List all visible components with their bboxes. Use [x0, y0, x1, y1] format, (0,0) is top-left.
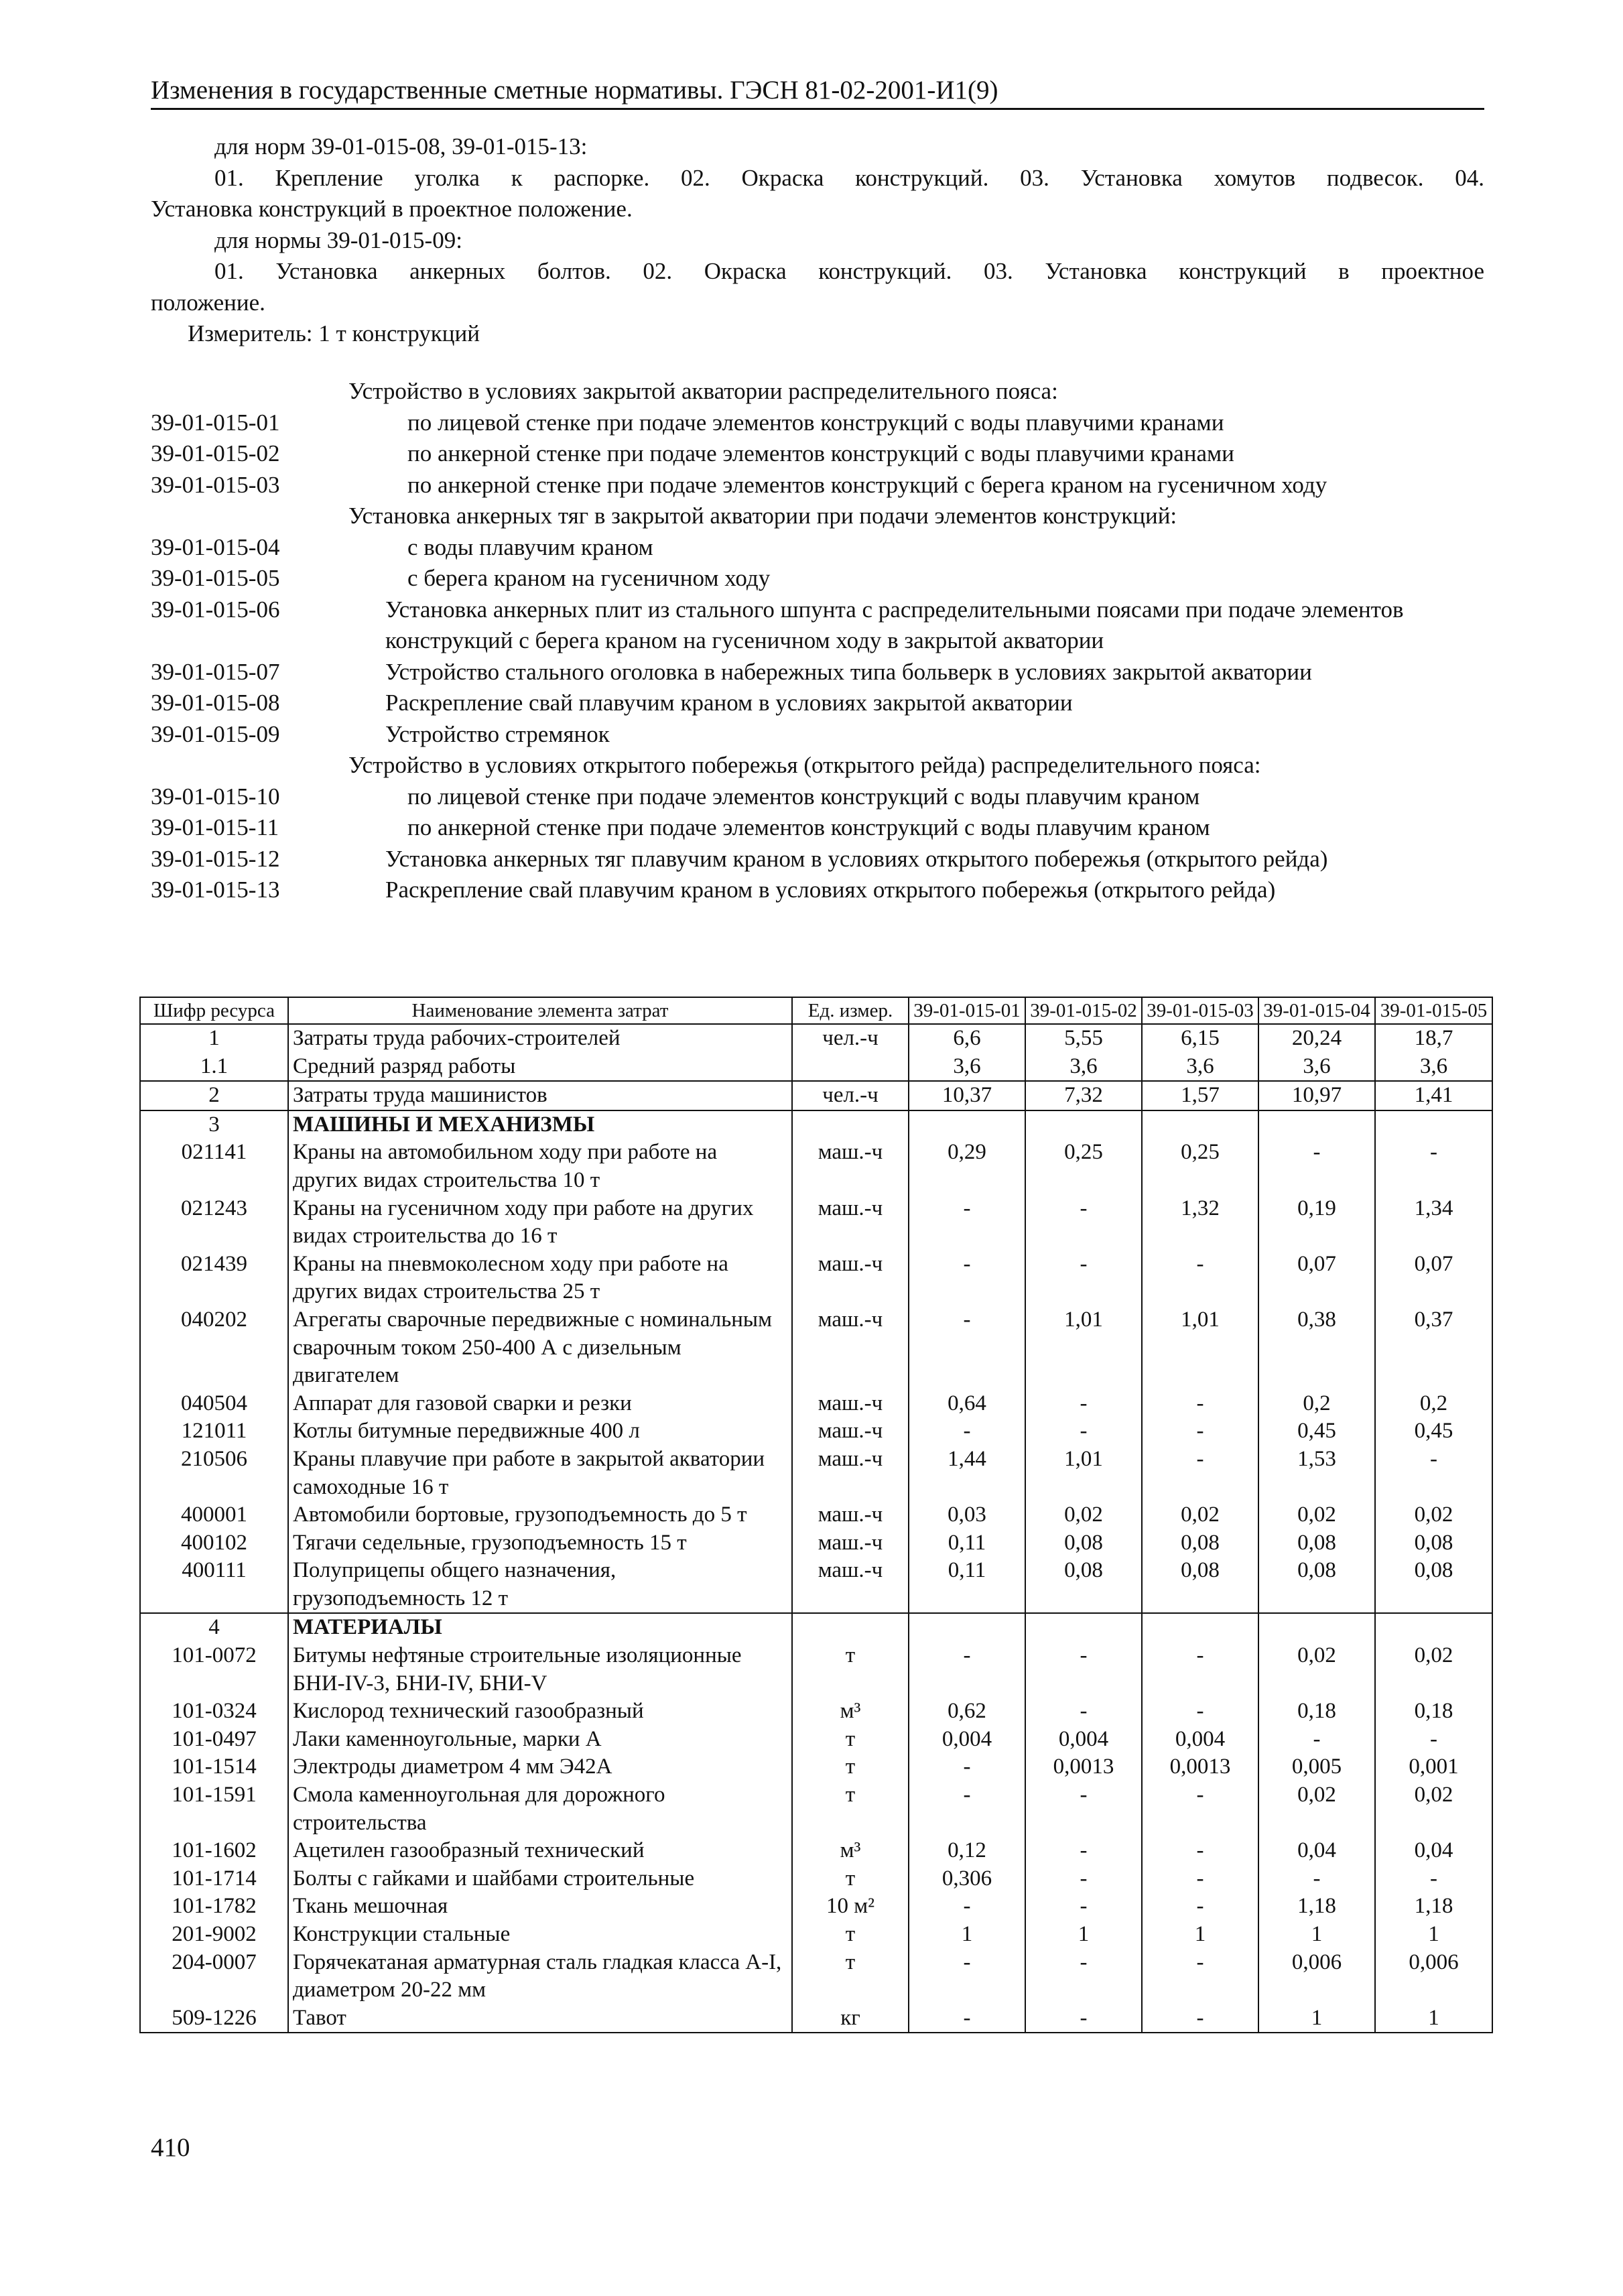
resource-value: 1,57 — [1142, 1081, 1258, 1110]
resource-value: 1 — [909, 1921, 1025, 1949]
header-norm-01: 39-01-015-01 — [909, 997, 1025, 1024]
resource-value: 0,001 — [1375, 1753, 1492, 1781]
resource-value: 6,15 — [1142, 1024, 1258, 1053]
norm-item — [151, 470, 1491, 501]
resource-value: - — [1025, 1251, 1142, 1306]
table-row — [140, 1501, 1492, 1529]
resource-name: Ткань мешочная — [288, 1893, 792, 1921]
norm-item — [151, 594, 1491, 657]
resource-unit: т — [792, 1949, 909, 2004]
resource-value: 0,0013 — [1025, 1753, 1142, 1781]
table-row — [140, 1642, 1492, 1698]
resource-name: Краны на гусеничном ходу при работе на других видах строительства до 16 т — [288, 1195, 792, 1251]
intro-line: Измеритель: 1 т конструкций — [188, 320, 480, 346]
resource-value: - — [1258, 1865, 1375, 1893]
norm-item — [151, 563, 1491, 594]
resource-name: Краны на пневмоколесном ходу при работе на других видах строительства 25 т — [288, 1251, 792, 1306]
resource-value: - — [1142, 1446, 1258, 1501]
resource-unit — [792, 1613, 909, 1642]
resource-value: - — [1142, 1781, 1258, 1837]
resource-value: - — [1258, 1139, 1375, 1194]
resource-value: 0,07 — [1375, 1251, 1492, 1306]
resource-value: 3,6 — [1375, 1053, 1492, 1082]
intro-line: для нормы 39-01-015-09: — [214, 227, 462, 253]
resource-unit: т — [792, 1642, 909, 1698]
resource-value — [1258, 1613, 1375, 1642]
table-row — [140, 1949, 1492, 2004]
resource-value: - — [1025, 1837, 1142, 1865]
resource-value: - — [909, 1642, 1025, 1698]
resource-value: 6,6 — [909, 1024, 1025, 1053]
resource-name: Тавот — [288, 2004, 792, 2033]
norm-code: 39-01-015-11 — [151, 814, 279, 840]
resource-name: Битумы нефтяные строительные изоляционные БНИ-IV-3, БНИ-IV, БНИ-V — [288, 1642, 792, 1698]
resource-value: - — [1142, 1698, 1258, 1726]
resource-name: Конструкции стальные — [288, 1921, 792, 1949]
norm-group-title: Устройство в условиях закрытой акватории распределительного пояса: — [348, 378, 1058, 404]
resource-value: - — [909, 1949, 1025, 2004]
resource-value — [1258, 1110, 1375, 1139]
resource-value: - — [1142, 1390, 1258, 1418]
norm-group-title: Устройство в условиях открытого побережья (открытого рейда) распределительного пояса: — [348, 752, 1261, 778]
resource-value: 0,45 — [1375, 1417, 1492, 1446]
resource-name: Затраты труда рабочих-строителей — [288, 1024, 792, 1053]
norm-description: по анкерной стенке при подаче элементов конструкций с воды плавучим краном — [407, 814, 1210, 840]
resource-value: 10,37 — [909, 1081, 1025, 1110]
resource-unit: т — [792, 1781, 909, 1837]
resource-value: - — [909, 1781, 1025, 1837]
resource-unit: т — [792, 1921, 909, 1949]
resource-value: 0,004 — [909, 1726, 1025, 1754]
resource-value: 0,25 — [1025, 1139, 1142, 1194]
header-norm-02: 39-01-015-02 — [1025, 997, 1142, 1024]
page-number: 410 — [151, 2133, 190, 2162]
resource-name: МАШИНЫ И МЕХАНИЗМЫ — [288, 1110, 792, 1139]
resource-value: 0,02 — [1375, 1501, 1492, 1529]
resource-value: - — [1142, 1893, 1258, 1921]
resource-name: Автомобили бортовые, грузоподъемность до 5 т — [288, 1501, 792, 1529]
resource-value: - — [1025, 1949, 1142, 2004]
resource-value: 10,97 — [1258, 1081, 1375, 1110]
resource-value: 0,02 — [1375, 1642, 1492, 1698]
resource-name: Краны плавучие при работе в закрытой акватории самоходные 16 т — [288, 1446, 792, 1501]
resource-value: 0,02 — [1142, 1501, 1258, 1529]
header-norm-03: 39-01-015-03 — [1142, 997, 1258, 1024]
resource-unit: маш.-ч — [792, 1529, 909, 1557]
norm-code: 39-01-015-08 — [151, 690, 280, 716]
norm-item — [151, 844, 1491, 875]
resource-value: 1 — [1258, 2004, 1375, 2033]
norm-code: 39-01-015-02 — [151, 440, 280, 466]
table-row — [140, 1110, 1492, 1139]
norm-code: 39-01-015-09 — [151, 720, 280, 747]
resource-value: - — [1025, 1390, 1142, 1418]
resource-value: 0,62 — [909, 1698, 1025, 1726]
resource-code: 121011 — [140, 1417, 288, 1446]
resource-name: Кислород технический газообразный — [288, 1698, 792, 1726]
resource-code: 101-0072 — [140, 1642, 288, 1698]
resource-value: 0,004 — [1142, 1726, 1258, 1754]
resource-value: 0,0013 — [1142, 1753, 1258, 1781]
resource-value: - — [1142, 1865, 1258, 1893]
norm-code: 39-01-015-07 — [151, 658, 280, 685]
resource-code: 2 — [140, 1081, 288, 1110]
resource-value: 0,12 — [909, 1837, 1025, 1865]
norm-description: с воды плавучим краном — [407, 533, 653, 560]
resource-value — [1142, 1613, 1258, 1642]
resource-value: - — [1025, 1865, 1142, 1893]
table-row — [140, 1024, 1492, 1053]
resource-value: - — [1142, 1837, 1258, 1865]
resource-value: 0,08 — [1375, 1529, 1492, 1557]
resource-value: - — [1142, 1251, 1258, 1306]
resource-value: - — [909, 1195, 1025, 1251]
resource-name: Котлы битумные передвижные 400 л — [288, 1417, 792, 1446]
resource-value: 0,02 — [1375, 1781, 1492, 1837]
work-composition — [151, 131, 1484, 350]
norm-item — [151, 532, 1491, 564]
resource-code: 101-0324 — [140, 1698, 288, 1726]
resource-value: 0,006 — [1375, 1949, 1492, 2004]
table-row — [140, 1306, 1492, 1390]
intro-line: 01. Крепление уголка к распорке. 02. Окраска конструкций. 03. Установка хомутов подвесок. 04. — [214, 164, 1484, 191]
resource-value: 5,55 — [1025, 1024, 1142, 1053]
table-row — [140, 1081, 1492, 1110]
resource-value: - — [1025, 1195, 1142, 1251]
resource-name: Электроды диаметром 4 мм Э42А — [288, 1753, 792, 1781]
resource-value: 0,64 — [909, 1390, 1025, 1418]
resource-value: 0,18 — [1258, 1698, 1375, 1726]
norm-item — [151, 875, 1491, 906]
resource-value: - — [1025, 1417, 1142, 1446]
resource-name: Затраты труда машинистов — [288, 1081, 792, 1110]
resource-value: 0,18 — [1375, 1698, 1492, 1726]
resource-value: 1 — [1375, 1921, 1492, 1949]
resource-code: 1 — [140, 1024, 288, 1053]
norm-description: Устройство стального оголовка в набережных типа больверк в условиях закрытой акватории — [385, 658, 1312, 685]
table-row — [140, 1781, 1492, 1837]
header-norm-05: 39-01-015-05 — [1375, 997, 1492, 1024]
resource-code: 101-1782 — [140, 1893, 288, 1921]
resource-unit: маш.-ч — [792, 1446, 909, 1501]
table-row — [140, 1195, 1492, 1251]
resource-value: 1,18 — [1375, 1893, 1492, 1921]
resource-value: 0,005 — [1258, 1753, 1375, 1781]
resource-code: 400111 — [140, 1557, 288, 1613]
resource-name: Смола каменноугольная для дорожного строительства — [288, 1781, 792, 1837]
resource-unit: т — [792, 1753, 909, 1781]
table-row — [140, 1726, 1492, 1754]
resource-value: 1 — [1142, 1921, 1258, 1949]
resource-value: 0,19 — [1258, 1195, 1375, 1251]
norm-group-title: Установка анкерных тяг в закрытой акватории при подачи элементов конструкций: — [348, 503, 1177, 529]
norm-code: 39-01-015-04 — [151, 533, 280, 560]
resource-code: 400001 — [140, 1501, 288, 1529]
intro-line: для норм 39-01-015-08, 39-01-015-13: — [214, 133, 588, 160]
resource-value: - — [1025, 1893, 1142, 1921]
resource-value: 0,08 — [1375, 1557, 1492, 1613]
norm-description: Раскрепление свай плавучим краном в условиях закрытой акватории — [385, 690, 1073, 716]
resource-code: 204-0007 — [140, 1949, 288, 2004]
resource-unit — [792, 1110, 909, 1139]
resource-value: 20,24 — [1258, 1024, 1375, 1053]
resource-value: 0,006 — [1258, 1949, 1375, 2004]
resource-value: 0,2 — [1258, 1390, 1375, 1418]
resource-value: - — [1142, 1417, 1258, 1446]
resource-code: 021439 — [140, 1251, 288, 1306]
resource-value: 1,34 — [1375, 1195, 1492, 1251]
resource-value: 0,11 — [909, 1557, 1025, 1613]
resource-name: Средний разряд работы — [288, 1053, 792, 1082]
resource-value: 0,08 — [1258, 1557, 1375, 1613]
resource-value: - — [1142, 1949, 1258, 2004]
resource-value: 0,45 — [1258, 1417, 1375, 1446]
norm-description: Раскрепление свай плавучим краном в условиях открытого побережья (открытого рейда) — [385, 877, 1276, 903]
resource-value — [1025, 1613, 1142, 1642]
resource-unit: чел.-ч — [792, 1024, 909, 1053]
table-row — [140, 1557, 1492, 1613]
intro-line: положение. — [151, 289, 265, 316]
resource-value: 1,01 — [1025, 1306, 1142, 1390]
resource-value: - — [1258, 1726, 1375, 1754]
resource-value: 0,04 — [1258, 1837, 1375, 1865]
resource-unit — [792, 1053, 909, 1082]
resource-name: Полуприцепы общего назначения, грузоподъемность 12 т — [288, 1557, 792, 1613]
resource-code: 3 — [140, 1110, 288, 1139]
resource-value: 0,02 — [1258, 1501, 1375, 1529]
norm-description: по анкерной стенке при подаче элементов конструкций с берега краном на гусеничном ходу — [407, 471, 1327, 498]
norm-list — [151, 376, 1491, 906]
norm-description: с берега краном на гусеничном ходу — [407, 565, 771, 591]
resource-value — [909, 1613, 1025, 1642]
resource-unit: м³ — [792, 1837, 909, 1865]
table-row — [140, 1390, 1492, 1418]
resource-code: 040202 — [140, 1306, 288, 1390]
header-unit: Ед. измер. — [792, 997, 909, 1024]
resource-value: - — [1142, 1642, 1258, 1698]
header-norm-04: 39-01-015-04 — [1258, 997, 1375, 1024]
norm-description: Установка анкерных тяг плавучим краном в условиях открытого побережья (открытого рейда) — [385, 845, 1328, 872]
norm-code: 39-01-015-06 — [151, 596, 280, 623]
table-row — [140, 1446, 1492, 1501]
resource-code: 021141 — [140, 1139, 288, 1194]
resource-value: 0,08 — [1025, 1529, 1142, 1557]
resource-value — [1025, 1110, 1142, 1139]
norm-item — [151, 781, 1491, 813]
resource-value: 0,02 — [1258, 1781, 1375, 1837]
resource-value: 0,2 — [1375, 1390, 1492, 1418]
resource-unit: чел.-ч — [792, 1081, 909, 1110]
resource-value: - — [1375, 1446, 1492, 1501]
resource-code: 400102 — [140, 1529, 288, 1557]
resource-value: 1 — [1025, 1921, 1142, 1949]
norm-code: 39-01-015-10 — [151, 783, 280, 810]
resource-value: 0,07 — [1258, 1251, 1375, 1306]
resource-table — [139, 997, 1493, 2033]
resource-value: - — [909, 1306, 1025, 1390]
resource-name: Тягачи седельные, грузоподъемность 15 т — [288, 1529, 792, 1557]
resource-value: - — [1025, 1781, 1142, 1837]
resource-value: 0,04 — [1375, 1837, 1492, 1865]
table-row — [140, 1893, 1492, 1921]
resource-unit: маш.-ч — [792, 1557, 909, 1613]
page-header: Изменения в государственные сметные нормативы. ГЭСН 81-02-2001-И1(9) — [151, 75, 1484, 110]
table-row — [140, 1753, 1492, 1781]
resource-value: 1,41 — [1375, 1081, 1492, 1110]
resource-name: Агрегаты сварочные передвижные с номинальным сварочным током 250-400 А с дизельным двигателем — [288, 1306, 792, 1390]
norm-code: 39-01-015-03 — [151, 471, 280, 498]
table-row — [140, 1837, 1492, 1865]
resource-value: - — [1025, 2004, 1142, 2033]
resource-value — [1142, 1110, 1258, 1139]
resource-code: 021243 — [140, 1195, 288, 1251]
resource-value: 3,6 — [909, 1053, 1025, 1082]
resource-value: 0,11 — [909, 1529, 1025, 1557]
resource-value: 0,29 — [909, 1139, 1025, 1194]
table-row — [140, 1865, 1492, 1893]
resource-code: 101-1591 — [140, 1781, 288, 1837]
resource-value: - — [909, 2004, 1025, 2033]
resource-value: 18,7 — [1375, 1024, 1492, 1053]
resource-name: Болты с гайками и шайбами строительные — [288, 1865, 792, 1893]
norm-item — [151, 407, 1491, 439]
resource-value: 0,004 — [1025, 1726, 1142, 1754]
resource-code: 101-0497 — [140, 1726, 288, 1754]
norm-description: по лицевой стенке при подаче элементов конструкций с воды плавучим краном — [407, 783, 1200, 810]
resource-unit: маш.-ч — [792, 1251, 909, 1306]
resource-unit: маш.-ч — [792, 1139, 909, 1194]
resource-value: 3,6 — [1258, 1053, 1375, 1082]
resource-name: Ацетилен газообразный технический — [288, 1837, 792, 1865]
resource-value: 1 — [1258, 1921, 1375, 1949]
resource-name: Аппарат для газовой сварки и резки — [288, 1390, 792, 1418]
resource-code: 101-1514 — [140, 1753, 288, 1781]
resource-code: 4 — [140, 1613, 288, 1642]
resource-unit: маш.-ч — [792, 1390, 909, 1418]
norm-code: 39-01-015-12 — [151, 845, 280, 872]
resource-value: 1,44 — [909, 1446, 1025, 1501]
table-row — [140, 2004, 1492, 2033]
resource-value: 1,01 — [1142, 1306, 1258, 1390]
table-row — [140, 1053, 1492, 1082]
table-row — [140, 1139, 1492, 1194]
resource-unit: м³ — [792, 1698, 909, 1726]
resource-unit: кг — [792, 2004, 909, 2033]
resource-value: - — [909, 1417, 1025, 1446]
resource-value: 0,38 — [1258, 1306, 1375, 1390]
resource-unit: маш.-ч — [792, 1195, 909, 1251]
resource-unit: 10 м² — [792, 1893, 909, 1921]
resource-value: 0,08 — [1142, 1529, 1258, 1557]
norm-item — [151, 812, 1491, 844]
header-name: Наименование элемента затрат — [288, 997, 792, 1024]
resource-unit: т — [792, 1726, 909, 1754]
resource-value: 0,02 — [1025, 1501, 1142, 1529]
resource-value: - — [1375, 1726, 1492, 1754]
resource-name: МАТЕРИАЛЫ — [288, 1613, 792, 1642]
resource-code: 1.1 — [140, 1053, 288, 1082]
resource-value: 0,25 — [1142, 1139, 1258, 1194]
header-code: Шифр ресурса — [140, 997, 288, 1024]
resource-value: 7,32 — [1025, 1081, 1142, 1110]
resource-value: 0,08 — [1025, 1557, 1142, 1613]
resource-value: 1,01 — [1025, 1446, 1142, 1501]
resource-value: - — [909, 1893, 1025, 1921]
resource-code: 201-9002 — [140, 1921, 288, 1949]
resource-unit: маш.-ч — [792, 1417, 909, 1446]
resource-value: 0,08 — [1142, 1557, 1258, 1613]
norm-item — [151, 657, 1491, 688]
resource-value — [1375, 1110, 1492, 1139]
resource-value: - — [909, 1251, 1025, 1306]
resource-value: 0,306 — [909, 1865, 1025, 1893]
intro-line: 01. Установка анкерных болтов. 02. Окраска конструкций. 03. Установка конструкций в проектное — [214, 258, 1484, 284]
resource-value: - — [1142, 2004, 1258, 2033]
norm-description: Устройство стремянок — [385, 720, 610, 747]
norm-code: 39-01-015-13 — [151, 877, 280, 903]
resource-value — [909, 1110, 1025, 1139]
norm-description: по анкерной стенке при подаче элементов конструкций с воды плавучими кранами — [407, 440, 1234, 466]
resource-code: 101-1714 — [140, 1865, 288, 1893]
table-row — [140, 1613, 1492, 1642]
resource-value: - — [1375, 1139, 1492, 1194]
intro-line: Установка конструкций в проектное положение. — [151, 196, 633, 222]
resource-value: 1,18 — [1258, 1893, 1375, 1921]
norm-description: Установка анкерных плит из стального шпунта с распределительными поясами при подаче элементов конструкций с берега краном на гусеничном ходу в закрытой акватории — [385, 596, 1404, 653]
resource-name: Горячекатаная арматурная сталь гладкая класса А-I, диаметром 20-22 мм — [288, 1949, 792, 2004]
norm-item — [151, 688, 1491, 719]
table-row — [140, 1251, 1492, 1306]
table-row — [140, 1417, 1492, 1446]
resource-value: 0,08 — [1258, 1529, 1375, 1557]
resource-value: - — [1025, 1642, 1142, 1698]
norm-item — [151, 719, 1491, 751]
resource-unit: маш.-ч — [792, 1306, 909, 1390]
norm-item — [151, 438, 1491, 470]
resource-value: 3,6 — [1142, 1053, 1258, 1082]
resource-value — [1375, 1613, 1492, 1642]
table-row — [140, 1698, 1492, 1726]
norm-description: по лицевой стенке при подаче элементов конструкций с воды плавучими кранами — [407, 409, 1224, 436]
norm-code: 39-01-015-01 — [151, 409, 280, 436]
resource-value: - — [1025, 1698, 1142, 1726]
resource-value: 1,32 — [1142, 1195, 1258, 1251]
table-header-row — [140, 997, 1492, 1024]
resource-value: 3,6 — [1025, 1053, 1142, 1082]
resource-value: - — [909, 1753, 1025, 1781]
resource-unit: маш.-ч — [792, 1501, 909, 1529]
resource-value: 0,37 — [1375, 1306, 1492, 1390]
resource-unit: т — [792, 1865, 909, 1893]
resource-value: 0,02 — [1258, 1642, 1375, 1698]
resource-code: 101-1602 — [140, 1837, 288, 1865]
resource-name: Лаки каменноугольные, марки А — [288, 1726, 792, 1754]
resource-value: - — [1375, 1865, 1492, 1893]
norm-code: 39-01-015-05 — [151, 565, 280, 591]
resource-code: 509-1226 — [140, 2004, 288, 2033]
resource-value: 1,53 — [1258, 1446, 1375, 1501]
resource-value: 1 — [1375, 2004, 1492, 2033]
resource-code: 040504 — [140, 1390, 288, 1418]
resource-name: Краны на автомобильном ходу при работе на других видах строительства 10 т — [288, 1139, 792, 1194]
resource-value: 0,03 — [909, 1501, 1025, 1529]
resource-code: 210506 — [140, 1446, 288, 1501]
table-row — [140, 1529, 1492, 1557]
table-row — [140, 1921, 1492, 1949]
